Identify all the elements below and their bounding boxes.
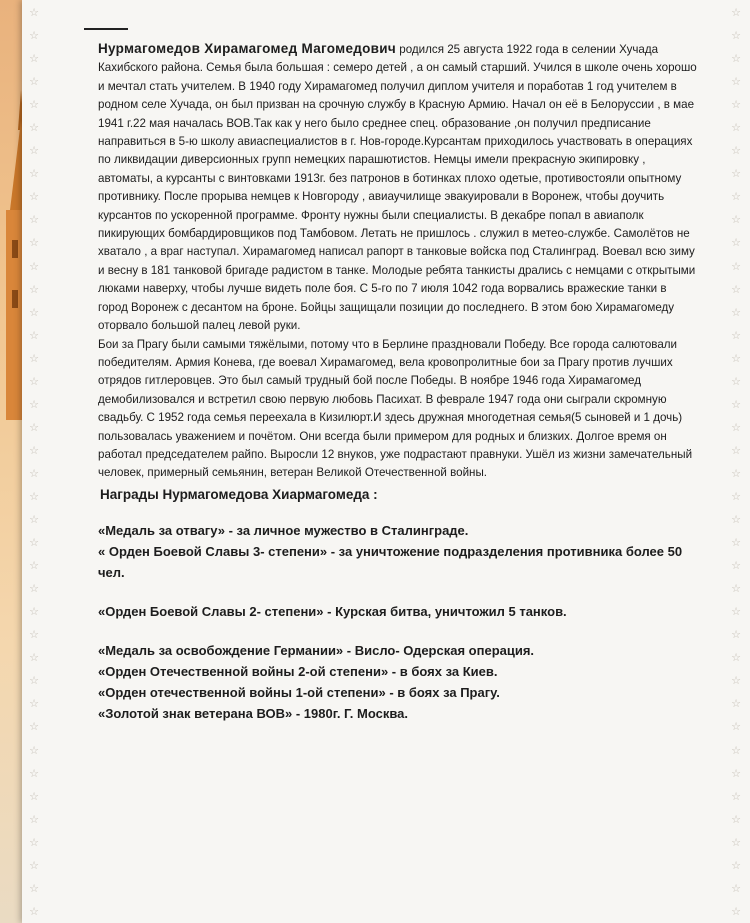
- star-icon: ☆: [731, 421, 741, 434]
- star-icon: ☆: [29, 260, 39, 273]
- star-icon: ☆: [29, 421, 39, 434]
- star-icon: ☆: [29, 444, 39, 457]
- right-star-border: [728, 8, 744, 918]
- star-icon: ☆: [29, 145, 39, 158]
- star-icon: ☆: [29, 767, 39, 780]
- star-icon: ☆: [731, 375, 741, 388]
- star-icon: ☆: [29, 606, 39, 619]
- margin-dash: [84, 28, 128, 30]
- award-item: «Золотой знак ветерана ВОВ» - 1980г. Г. Москва.: [98, 705, 409, 721]
- star-icon: ☆: [731, 467, 741, 480]
- star-icon: ☆: [731, 882, 741, 895]
- star-icon: ☆: [29, 652, 39, 665]
- star-icon: ☆: [731, 214, 741, 227]
- star-icon: ☆: [29, 882, 39, 895]
- star-icon: ☆: [731, 514, 741, 527]
- star-icon: ☆: [29, 560, 39, 573]
- star-icon: ☆: [731, 698, 741, 711]
- star-icon: ☆: [731, 329, 741, 342]
- star-icon: ☆: [731, 7, 741, 19]
- star-icon: ☆: [731, 537, 741, 550]
- star-icon: ☆: [731, 606, 741, 619]
- star-icon: ☆: [29, 905, 39, 918]
- document-content: [98, 40, 698, 724]
- star-icon: ☆: [731, 145, 741, 158]
- star-icon: ☆: [29, 122, 39, 135]
- star-icon: ☆: [731, 352, 741, 365]
- star-icon: ☆: [731, 836, 741, 849]
- star-icon: ☆: [731, 652, 741, 665]
- star-icon: ☆: [29, 398, 39, 411]
- star-icon: ☆: [29, 375, 39, 388]
- left-star-border: [26, 8, 42, 918]
- star-icon: ☆: [731, 583, 741, 596]
- star-icon: ☆: [29, 53, 39, 66]
- awards-list: [98, 520, 698, 724]
- star-icon: ☆: [731, 490, 741, 503]
- star-icon: ☆: [29, 514, 39, 527]
- star-icon: ☆: [731, 675, 741, 688]
- star-icon: ☆: [29, 836, 39, 849]
- award-item: «Орден Отечественной войны 2-ой степени» - в боях за Киев.: [98, 663, 498, 679]
- biography-text-1: родился 25 августа 1922 года в селении Хучада Кахибского района. Семья была большая : семеро детей , а он самый старший. Учился в школе очень хорошо и мечтал стать учителем. В 1940 году Хирамагомед получил диплом учителя и поработав 1 год учителем в родном селе Хучада, он был призван на срочную службу в Красную Армию. Начал он её в Белоруссии , в мае 1941 г.22 мая началась ВОВ.Так как у него было среднее спец. образование ,он получил предписание направиться в 5-ю школу авиаспециалистов в г. Нов-городе.Курсантам приходилось участвовать в операциях по ликвидации диверсионных групп немецких парашютистов. Немцы имели прекрасную экипировку , автоматы, а курсанты с винтовками 1913г. без патронов в ботинках плохо одетые, противостояли опытному противнику. После прорыва немцев к Новгороду , авиаучилище эвакуировали в Воронеж, чтобы доучить курсантов по ускоренной программе. Фронту нужны были специалисты. В декабре попал в авиаполк пикирующих бомбардировщиков под Тамбовом. Летать не пришлось . служил в метео-службе. Самолётов не хватало , а враг наступал. Хирамагомед написал рапорт в танковые войска под Сталинград. Воевал всю зиму и весну в 181 танковой бригаде радистом в танке. Молодые ребята танкисты дрались с немцами с открытыми люками наверху, чтобы лучше видеть поле боя. С 5-го по 7 июля 1042 года ворвались вражеские танки в город Воронеж с десантом на броне. Бойцы защищали позиции до последнего. В этом бою Хирамагомеду оторвало большой палец левой руки.: [98, 43, 697, 333]
- star-icon: ☆: [731, 744, 741, 757]
- star-icon: ☆: [29, 675, 39, 688]
- star-icon: ☆: [731, 444, 741, 457]
- star-icon: ☆: [29, 168, 39, 181]
- award-item: « Орден Боевой Славы 3- степени» - за уничтожение подразделения противника более 50 чел.: [98, 543, 683, 580]
- star-icon: ☆: [731, 905, 741, 918]
- star-icon: ☆: [29, 306, 39, 319]
- star-icon: ☆: [29, 721, 39, 734]
- star-icon: ☆: [731, 53, 741, 66]
- star-icon: ☆: [731, 99, 741, 112]
- star-icon: ☆: [731, 306, 741, 319]
- star-icon: ☆: [29, 7, 39, 19]
- star-icon: ☆: [29, 583, 39, 596]
- awards-title: Награды Нурмагомедова Хиармагомеда :: [100, 486, 378, 502]
- star-icon: ☆: [29, 698, 39, 711]
- star-icon: ☆: [731, 398, 741, 411]
- star-icon: ☆: [731, 859, 741, 872]
- star-icon: ☆: [29, 859, 39, 872]
- star-icon: ☆: [29, 76, 39, 89]
- award-item: «Орден Боевой Славы 2- степени» - Курская битва, уничтожил 5 танков.: [98, 603, 567, 619]
- star-icon: ☆: [731, 237, 741, 250]
- star-icon: ☆: [731, 813, 741, 826]
- star-icon: ☆: [731, 76, 741, 89]
- star-icon: ☆: [731, 30, 741, 43]
- star-icon: ☆: [731, 790, 741, 803]
- star-icon: ☆: [731, 283, 741, 296]
- biography: [98, 40, 698, 483]
- star-icon: ☆: [29, 629, 39, 642]
- star-icon: ☆: [29, 537, 39, 550]
- star-icon: ☆: [731, 560, 741, 573]
- star-icon: ☆: [29, 329, 39, 342]
- star-icon: ☆: [731, 191, 741, 204]
- person-name: Нурмагомедов Хирамагомед Магомедович: [98, 41, 397, 56]
- star-icon: ☆: [731, 629, 741, 642]
- star-icon: ☆: [731, 168, 741, 181]
- star-icon: ☆: [29, 191, 39, 204]
- star-icon: ☆: [731, 767, 741, 780]
- star-icon: ☆: [731, 260, 741, 273]
- star-icon: ☆: [731, 122, 741, 135]
- star-icon: ☆: [29, 467, 39, 480]
- award-item: «Медаль за освобождение Германии» - Висло- Одерская операция.: [98, 642, 535, 658]
- star-icon: ☆: [29, 490, 39, 503]
- biography-paragraph-1: [98, 40, 698, 336]
- award-item: «Орден отечественной войны 1-ой степени» - в боях за Прагу.: [98, 684, 500, 700]
- star-icon: ☆: [29, 283, 39, 296]
- star-icon: ☆: [29, 214, 39, 227]
- star-icon: ☆: [29, 744, 39, 757]
- star-icon: ☆: [731, 721, 741, 734]
- star-icon: ☆: [29, 30, 39, 43]
- star-icon: ☆: [29, 790, 39, 803]
- star-icon: ☆: [29, 237, 39, 250]
- biography-paragraph-2: Бои за Прагу были самыми тяжёлыми, потому что в Берлине праздновали Победу. Все города салютовали победителям. Армия Конева, где воевал Хирамагомед, вела кровопролитные бои за Прагу против лучших отрядов гитлеровцев. Это был самый трудный бой после Победы. В ноябре 1946 года Хирамагомед демобилизовался и встретил свою первую любовь Пасихат. В феврале 1947 года они сыграли скромную свадьбу. С 1952 года семья переехала в Кизилюрт.И здесь дружная многодетная семья(5 сыновей и 1 дочь) пользовалась уважением и почётом. Они всегда были примером для родных и близких. Долгое время он работал председателем райпо. Выросли 12 внуков, уже подрастают правнуки. Ушёл из жизни замечательный человек, примерный семьянин, ветеран Великой Отечественной войны.: [98, 337, 693, 480]
- star-icon: ☆: [29, 352, 39, 365]
- star-icon: ☆: [29, 99, 39, 112]
- star-icon: ☆: [29, 813, 39, 826]
- award-item: «Медаль за отвагу» - за личное мужество в Сталинграде.: [98, 522, 469, 538]
